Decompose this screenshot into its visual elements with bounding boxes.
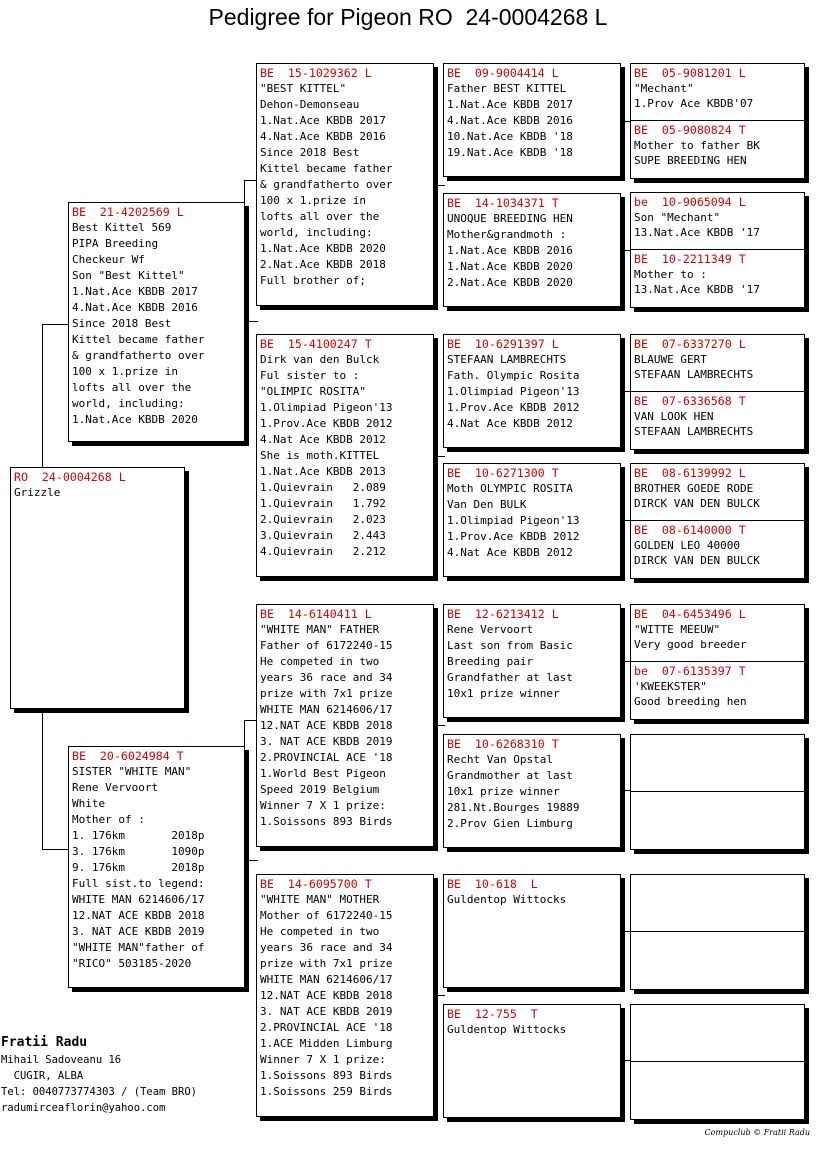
detail-line: radumirceaflorin@yahoo.com bbox=[1, 1102, 166, 1114]
great-grandparent-card[interactable] bbox=[443, 1004, 621, 1118]
great-great-grandparent-card[interactable] bbox=[630, 334, 805, 393]
great-grandparent-card[interactable] bbox=[443, 874, 621, 988]
ring-number: BE 09-9004414 L bbox=[447, 66, 559, 80]
ring-number: BE 07-6336568 T bbox=[634, 394, 746, 408]
detail-line: Mihail Sadoveanu 16 bbox=[1, 1054, 122, 1066]
detail-line: Moth OLYMPIC ROSITA bbox=[447, 482, 573, 495]
pigeon-details bbox=[447, 1022, 617, 1038]
granddam-sire-side-card[interactable] bbox=[256, 334, 434, 577]
detail-line: "RICO" 503185-2020 bbox=[72, 957, 192, 970]
grandsire-dam-side-card[interactable] bbox=[256, 604, 434, 847]
detail-line: Tel: 0040773774303 / (Team BRO) bbox=[1, 1086, 197, 1098]
detail-line: 1.Nat.Ace KBDB 2017 bbox=[447, 98, 573, 111]
detail-line: 1.Prov.Ace KBDB 2012 bbox=[260, 417, 393, 430]
detail-line: 1. 176km 2018p bbox=[72, 829, 205, 842]
detail-line: 1.Nat.Ace KBDB 2020 bbox=[447, 260, 573, 273]
detail-line: Kittel became father bbox=[260, 162, 393, 175]
ring-number: BE 12-755 T bbox=[447, 1007, 538, 1021]
detail-line: Very good breeder bbox=[634, 638, 747, 651]
detail-line: Grizzle bbox=[14, 486, 61, 499]
connector bbox=[434, 185, 445, 186]
detail-line: 2.PROVINCIAL ACE '18 bbox=[260, 751, 393, 764]
detail-line: 1.Soissons 259 Birds bbox=[260, 1085, 393, 1098]
detail-line: Father BEST KITTEL bbox=[447, 82, 567, 95]
connector bbox=[42, 324, 70, 325]
pigeon-details bbox=[447, 622, 617, 702]
detail-line: Son "Mechant" bbox=[634, 211, 721, 224]
ring-number: BE 04-6453496 L bbox=[634, 607, 746, 621]
detail-line: 1.Olimpiad Pigeon'13 bbox=[260, 401, 393, 414]
pigeon-details bbox=[634, 210, 801, 240]
detail-line: lofts all over the bbox=[260, 210, 380, 223]
detail-line: White bbox=[72, 797, 106, 810]
detail-line: & grandfatherto over bbox=[72, 349, 205, 362]
detail-line: 100 x 1.prize in bbox=[260, 194, 366, 207]
detail-line: PIPA Breeding bbox=[72, 237, 159, 250]
empty-pedigree-card[interactable] bbox=[630, 791, 805, 850]
detail-line: 2.Quievrain 2.023 bbox=[260, 513, 386, 526]
detail-line: 10x1 prize winner bbox=[447, 785, 560, 798]
detail-line: 1.Quievrain 2.089 bbox=[260, 481, 386, 494]
detail-line: 1.Prov.Ace KBDB 2012 bbox=[447, 401, 580, 414]
great-great-grandparent-card[interactable] bbox=[630, 120, 805, 179]
detail-line: Son "Best Kittel" bbox=[72, 269, 185, 282]
detail-line: 1.Quievrain 1.792 bbox=[260, 497, 386, 510]
empty-pedigree-card[interactable] bbox=[630, 1061, 805, 1120]
breeder-info bbox=[1, 1034, 197, 1116]
connector bbox=[434, 725, 445, 726]
detail-line: 12.NAT ACE KBDB 2018 bbox=[260, 989, 393, 1002]
detail-line: Van Den BULK bbox=[447, 498, 527, 511]
great-great-grandparent-card[interactable] bbox=[630, 520, 805, 579]
pigeon-details bbox=[447, 752, 617, 832]
ring-number: BE 14-1034371 T bbox=[447, 196, 559, 210]
detail-line: GOLDEN LEO 40000 bbox=[634, 539, 740, 552]
detail-line: 10.Nat.Ace KBDB '18 bbox=[447, 130, 573, 143]
pigeon-details bbox=[634, 679, 801, 709]
connector bbox=[244, 860, 258, 861]
detail-line: STEFAAN LAMBRECHTS bbox=[447, 353, 567, 366]
breeder-name: Fratii Radu bbox=[1, 1035, 88, 1050]
detail-line: Dirk van den Bulck bbox=[260, 353, 380, 366]
connector bbox=[434, 456, 445, 457]
detail-line: STEFAAN LAMBRECHTS bbox=[634, 368, 754, 381]
detail-line: DIRCK VAN DEN BULCK bbox=[634, 554, 760, 567]
ring-number: BE 14-6140411 L bbox=[260, 607, 372, 621]
detail-line: "BEST KITTEL" bbox=[260, 82, 347, 95]
great-great-grandparent-card[interactable] bbox=[630, 661, 805, 720]
pigeon-details bbox=[634, 81, 801, 111]
detail-line: Winner 7 X 1 prize: bbox=[260, 799, 386, 812]
pigeon-details bbox=[447, 892, 617, 908]
detail-line: 1.Soissons 893 Birds bbox=[260, 1069, 393, 1082]
detail-line: DIRCK VAN DEN BULCK bbox=[634, 497, 760, 510]
connector bbox=[244, 321, 258, 322]
ring-number: BE 10-618 L bbox=[447, 877, 538, 891]
detail-line: 1.Nat.Ace KBDB 2017 bbox=[260, 114, 386, 127]
detail-line: 4.Nat.Ace KBDB 2016 bbox=[72, 301, 198, 314]
footer-credit: Compuclub © Fratii Radu bbox=[704, 1128, 810, 1137]
great-grandparent-card[interactable] bbox=[443, 463, 621, 577]
ring-number: BE 05-9080824 T bbox=[634, 123, 746, 137]
ring-number: BE 21-4202569 L bbox=[72, 205, 184, 219]
great-grandparent-card[interactable] bbox=[443, 63, 621, 177]
pigeon-details bbox=[634, 538, 801, 568]
ring-number: BE 10-6268310 T bbox=[447, 737, 559, 751]
detail-line: years 36 race and 34 bbox=[260, 941, 393, 954]
great-grandparent-card[interactable] bbox=[443, 334, 621, 448]
detail-line: Mother&grandmoth : bbox=[447, 228, 567, 241]
ring-number: BE 10-6271300 T bbox=[447, 466, 559, 480]
ring-number: BE 05-9081201 L bbox=[634, 66, 746, 80]
pigeon-details bbox=[260, 352, 430, 560]
detail-line: "WITTE MEEUW" bbox=[634, 623, 721, 636]
detail-line: "OLIMPIC ROSITA" bbox=[260, 385, 366, 398]
detail-line: Good breeding hen bbox=[634, 695, 747, 708]
detail-line: 10x1 prize winner bbox=[447, 687, 560, 700]
detail-line: 12.NAT ACE KBDB 2018 bbox=[72, 909, 205, 922]
detail-line: Father of 6172240-15 bbox=[260, 639, 393, 652]
detail-line: 9. 176km 2018p bbox=[72, 861, 205, 874]
pigeon-details bbox=[14, 485, 181, 501]
detail-line: 4.Quievrain 2.212 bbox=[260, 545, 386, 558]
detail-line: 19.Nat.Ace KBDB '18 bbox=[447, 146, 573, 159]
detail-line: Rene Vervoort bbox=[447, 623, 534, 636]
detail-line: Recht Van Opstal bbox=[447, 753, 553, 766]
pigeon-details bbox=[260, 892, 430, 1100]
detail-line: 12.NAT ACE KBDB 2018 bbox=[260, 719, 393, 732]
detail-line: BROTHER GOEDE RODE bbox=[634, 482, 754, 495]
detail-line: Guldentop Wittocks bbox=[447, 1023, 567, 1036]
detail-line: 1.Olimpiad Pigeon'13 bbox=[447, 514, 580, 527]
detail-line: Guldentop Wittocks bbox=[447, 893, 567, 906]
detail-line: 4.Nat Ace KBDB 2012 bbox=[447, 546, 573, 559]
ring-number: BE 10-6291397 L bbox=[447, 337, 559, 351]
detail-line: 2.Nat.Ace KBDB 2020 bbox=[447, 276, 573, 289]
detail-line: VAN LOOK HEN bbox=[634, 410, 714, 423]
detail-line: 13.Nat.Ace KBDB '17 bbox=[634, 226, 760, 239]
detail-line: Kittel became father bbox=[72, 333, 205, 346]
detail-line: Ful sister to : bbox=[260, 369, 360, 382]
ring-number: BE 20-6024984 T bbox=[72, 749, 184, 763]
detail-line: 4.Nat.Ace KBDB 2016 bbox=[260, 130, 386, 143]
great-grandparent-card[interactable] bbox=[443, 734, 621, 848]
detail-line: SUPE BREEDING HEN bbox=[634, 154, 747, 167]
detail-line: 3. 176km 1090p bbox=[72, 845, 205, 858]
detail-line: "Mechant" bbox=[634, 82, 694, 95]
detail-line: 1.Nat.Ace KBDB 2013 bbox=[260, 465, 386, 478]
detail-line: SISTER "WHITE MAN" bbox=[72, 765, 192, 778]
great-great-grandparent-card[interactable] bbox=[630, 63, 805, 122]
detail-line: 2.PROVINCIAL ACE '18 bbox=[260, 1021, 393, 1034]
connector bbox=[434, 995, 445, 996]
pigeon-details bbox=[634, 267, 801, 297]
detail-line: 13.Nat.Ace KBDB '17 bbox=[634, 283, 760, 296]
detail-line: Full brother of; bbox=[260, 274, 366, 287]
detail-line: 3. NAT ACE KBDB 2019 bbox=[260, 735, 393, 748]
detail-line: Mother to : bbox=[634, 268, 707, 281]
detail-line: "WHITE MAN"father of bbox=[72, 941, 205, 954]
ring-number: BE 14-6095700 T bbox=[260, 877, 372, 891]
pigeon-details bbox=[447, 211, 617, 291]
detail-line: lofts all over the bbox=[72, 381, 192, 394]
great-great-grandparent-card[interactable] bbox=[630, 391, 805, 450]
detail-line: 2.Prov Gien Limburg bbox=[447, 817, 573, 830]
pigeon-details bbox=[72, 220, 241, 428]
detail-line: 1.Prov Ace KBDB'07 bbox=[634, 97, 754, 110]
pigeon-details bbox=[447, 81, 617, 161]
dam-card[interactable] bbox=[68, 746, 245, 988]
detail-line: Since 2018 Best bbox=[260, 146, 360, 159]
detail-line: 3.Quievrain 2.443 bbox=[260, 529, 386, 542]
empty-pedigree-card[interactable] bbox=[630, 1004, 805, 1063]
detail-line: Winner 7 X 1 prize: bbox=[260, 1053, 386, 1066]
great-grandparent-card[interactable] bbox=[443, 193, 621, 307]
detail-line: 1.Nat.Ace KBDB 2017 bbox=[72, 285, 198, 298]
detail-line: prize with 7x1 prize bbox=[260, 687, 393, 700]
detail-line: Checkeur Wf bbox=[72, 253, 145, 266]
great-great-grandparent-card[interactable] bbox=[630, 192, 805, 251]
detail-line: "WHITE MAN" MOTHER bbox=[260, 893, 380, 906]
pigeon-details bbox=[634, 481, 801, 511]
detail-line: 1.ACE Midden Limburg bbox=[260, 1037, 393, 1050]
pigeon-details bbox=[447, 352, 617, 432]
detail-line: 2.Nat.Ace KBDB 2018 bbox=[260, 258, 386, 271]
detail-line: WHITE MAN 6214606/17 bbox=[260, 973, 393, 986]
connector bbox=[42, 849, 70, 850]
sire-card[interactable] bbox=[68, 202, 245, 442]
ring-number: be 07-6135397 T bbox=[634, 664, 746, 678]
great-great-grandparent-card[interactable] bbox=[630, 604, 805, 663]
detail-line: CUGIR, ALBA bbox=[1, 1070, 84, 1082]
ring-number: BE 08-6139992 L bbox=[634, 466, 746, 480]
detail-line: She is moth.KITTEL bbox=[260, 449, 380, 462]
detail-line: 100 x 1.prize in bbox=[72, 365, 178, 378]
connector bbox=[42, 709, 43, 849]
pigeon-details bbox=[72, 764, 241, 972]
detail-line: Mother to father BK bbox=[634, 139, 760, 152]
ring-number: BE 15-4100247 T bbox=[260, 337, 372, 351]
detail-line: WHITE MAN 6214606/17 bbox=[260, 703, 393, 716]
detail-line: 1.Nat.Ace KBDB 2020 bbox=[72, 413, 198, 426]
pigeon-details bbox=[634, 352, 801, 382]
subject-pigeon-card[interactable] bbox=[10, 467, 185, 709]
detail-line: 1.World Best Pigeon bbox=[260, 767, 386, 780]
detail-line: UNOQUE BREEDING HEN bbox=[447, 212, 573, 225]
detail-line: Grandfather at last bbox=[447, 671, 573, 684]
ring-number: BE 07-6337270 L bbox=[634, 337, 746, 351]
great-grandparent-card[interactable] bbox=[443, 604, 621, 718]
detail-line: & grandfatherto over bbox=[260, 178, 393, 191]
detail-line: Last son from Basic bbox=[447, 639, 573, 652]
ring-number: BE 08-6140000 T bbox=[634, 523, 746, 537]
detail-line: 4.Nat Ace KBDB 2012 bbox=[447, 417, 573, 430]
pigeon-details bbox=[634, 622, 801, 652]
pigeon-details bbox=[634, 409, 801, 439]
ring-number: BE 12-6213412 L bbox=[447, 607, 559, 621]
detail-line: STEFAAN LAMBRECHTS bbox=[634, 425, 754, 438]
pigeon-details bbox=[260, 622, 430, 830]
ring-number: be 10-9065094 L bbox=[634, 195, 746, 209]
detail-line: 281.Nt.Bourges 19889 bbox=[447, 801, 580, 814]
ring-number: BE 15-1029362 L bbox=[260, 66, 372, 80]
empty-pedigree-card[interactable] bbox=[630, 931, 805, 990]
detail-line: world, including: bbox=[260, 226, 373, 239]
detail-line: Grandmother at last bbox=[447, 769, 573, 782]
detail-line: WHITE MAN 6214606/17 bbox=[72, 893, 205, 906]
great-great-grandparent-card[interactable] bbox=[630, 249, 805, 308]
pigeon-details bbox=[260, 81, 430, 289]
detail-line: BLAUWE GERT bbox=[634, 353, 707, 366]
detail-line: 3. NAT ACE KBDB 2019 bbox=[72, 925, 205, 938]
breeder-address bbox=[1, 1052, 197, 1116]
connector bbox=[42, 324, 43, 469]
detail-line: Dehon-Demonseau bbox=[260, 98, 360, 111]
detail-line: Breeding pair bbox=[447, 655, 534, 668]
detail-line: prize with 7x1 prize bbox=[260, 957, 393, 970]
pigeon-details bbox=[447, 481, 617, 561]
detail-line: 1.Nat.Ace KBDB 2016 bbox=[447, 244, 573, 257]
detail-line: Rene Vervoort bbox=[72, 781, 159, 794]
pigeon-details bbox=[634, 138, 801, 168]
detail-line: Mother of 6172240-15 bbox=[260, 909, 393, 922]
detail-line: Full sist.to legend: bbox=[72, 877, 205, 890]
detail-line: 4.Nat Ace KBDB 2012 bbox=[260, 433, 386, 446]
empty-pedigree-card[interactable] bbox=[630, 734, 805, 793]
detail-line: 1.Soissons 893 Birds bbox=[260, 815, 393, 828]
great-great-grandparent-card[interactable] bbox=[630, 463, 805, 522]
detail-line: Best Kittel 569 bbox=[72, 221, 172, 234]
detail-line: years 36 race and 34 bbox=[260, 671, 393, 684]
page-title: Pedigree for Pigeon RO 24-0004268 L bbox=[208, 4, 608, 30]
detail-line: Fath. Olympic Rosita bbox=[447, 369, 580, 382]
detail-line: Mother of : bbox=[72, 813, 145, 826]
detail-line: Speed 2019 Belgium bbox=[260, 783, 380, 796]
detail-line: 1.Nat.Ace KBDB 2020 bbox=[260, 242, 386, 255]
detail-line: He competed in two bbox=[260, 655, 380, 668]
detail-line: 1.Prov.Ace KBDB 2012 bbox=[447, 530, 580, 543]
granddam-dam-side-card[interactable] bbox=[256, 874, 434, 1117]
detail-line: He competed in two bbox=[260, 925, 380, 938]
ring-number: BE 10-2211349 T bbox=[634, 252, 746, 266]
detail-line: 1.Olimpiad Pigeon'13 bbox=[447, 385, 580, 398]
detail-line: Since 2018 Best bbox=[72, 317, 172, 330]
detail-line: "WHITE MAN" FATHER bbox=[260, 623, 380, 636]
detail-line: 4.Nat.Ace KBDB 2016 bbox=[447, 114, 573, 127]
empty-pedigree-card[interactable] bbox=[630, 874, 805, 933]
detail-line: world, including: bbox=[72, 397, 185, 410]
ring-number: RO 24-0004268 L bbox=[14, 470, 126, 484]
detail-line: 'KWEEKSTER" bbox=[634, 680, 707, 693]
grandsire-sire-side-card[interactable] bbox=[256, 63, 434, 306]
detail-line: 3. NAT ACE KBDB 2019 bbox=[260, 1005, 393, 1018]
